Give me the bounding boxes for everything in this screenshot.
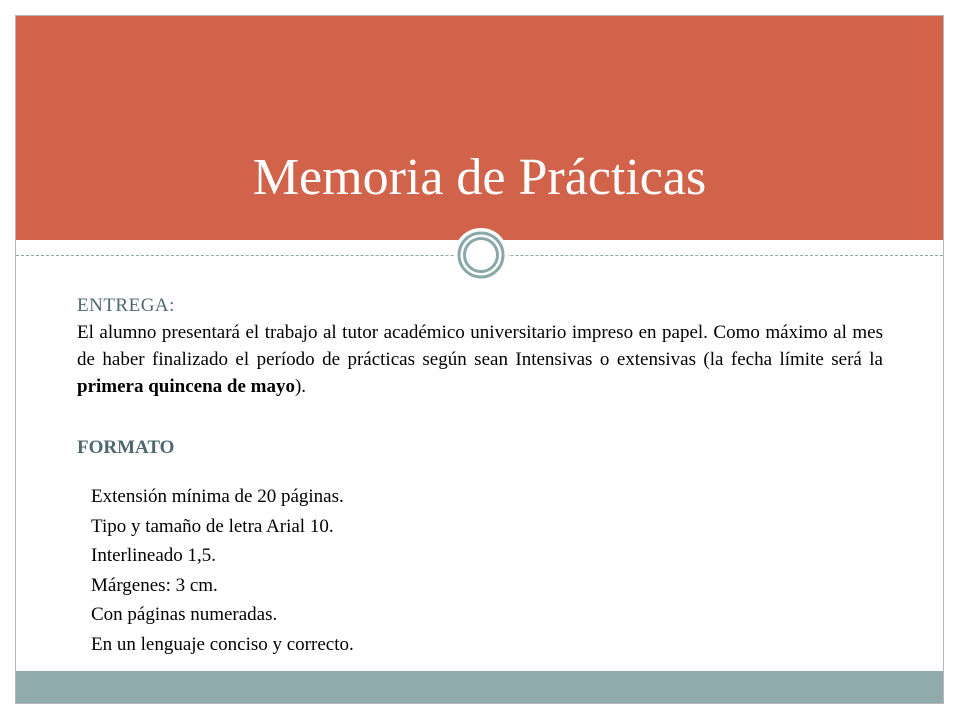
entrega-deadline: primera quincena de mayo: [77, 376, 295, 397]
formato-list: [91, 482, 354, 659]
list-item: Tipo y tamaño de letra Arial 10.: [91, 515, 334, 537]
entrega-section: [77, 292, 883, 400]
list-item: Márgenes: 3 cm.: [91, 574, 218, 596]
slide-title: Memoria de Prácticas: [252, 149, 707, 206]
list-item: Con páginas numeradas.: [91, 604, 278, 625]
entrega-heading: ENTREGA:: [77, 295, 175, 316]
footer-band: [16, 671, 943, 703]
entrega-paragraph: [77, 319, 883, 400]
formato-heading: FORMATO: [77, 437, 175, 458]
entrega-text-end: ).: [294, 376, 307, 397]
list-item: En un lenguaje conciso y correcto.: [91, 633, 354, 655]
circle-ornament-icon: [453, 227, 509, 283]
list-item: Interlineado 1,5.: [91, 545, 217, 566]
list-item: Extensión mínima de 20 páginas.: [91, 486, 344, 507]
entrega-text: El alumno presentará el trabajo al tutor académico universitario impreso en papel. Como máximo al mes de haber finalizado el período de prácticas según sean Intensivas o extensivas (la fecha límite será la: [77, 322, 883, 370]
